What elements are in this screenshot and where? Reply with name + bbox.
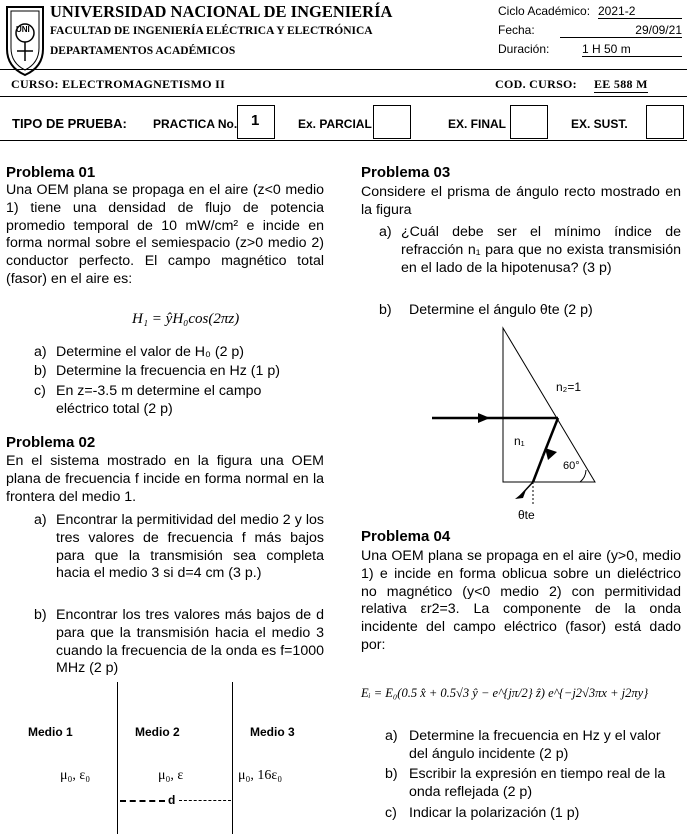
problem-04-item-b [385, 766, 681, 802]
final-label: EX. FINAL [448, 117, 507, 131]
media-boundary-1 [117, 682, 118, 834]
n2-label: n₂=1 [556, 380, 582, 394]
date-label: Fecha: [498, 23, 535, 37]
practice-number: 1 [251, 112, 260, 129]
d-dimension-right [179, 800, 231, 801]
item-text: Encontrar los tres valores más bajos de d para que la transmisión hacia el medio 3 cuando la frecuencia de la onda es f=1000 MHz (2 p) [56, 607, 324, 677]
duration-value: 1 H 50 m [582, 42, 682, 57]
d-dimension-left [120, 800, 165, 802]
course-code-label: COD. CURSO: [495, 77, 577, 91]
final-box [510, 105, 548, 139]
problem-02-item-a [34, 512, 324, 602]
sust-box [646, 105, 684, 139]
test-type-divider [0, 140, 687, 141]
problem-03-item-b [379, 302, 681, 320]
partial-label: Ex. PARCIAL [298, 117, 372, 131]
angle-label: 60° [563, 460, 580, 472]
sust-label: EX. SUST. [571, 117, 628, 131]
item-label: b) [34, 363, 47, 379]
incident-arrow [478, 413, 490, 423]
header-divider [0, 69, 687, 70]
medium-2-name: Medio 2 [135, 725, 180, 739]
problem-01-equation: H₁ = ŷH₀cos(2πz) [132, 311, 240, 327]
reflected-arrow [545, 448, 557, 460]
problem-01-title: Problema 01 [6, 164, 96, 181]
faculty-name: FACULTAD DE INGENIERÍA ELÉCTRICA Y ELECTRÓNICA [50, 25, 373, 37]
problem-04-intro: Una OEM plana se propaga en el aire (y>0, medio 1) e incide en forma oblicua sobre un dieléctrico no magnético (y<0 medio 2) con permitividad relativa εr2=3. La componente de la onda incidente del campo eléctrico (fasor) está dado por: [361, 548, 681, 653]
problem-03-item-a [379, 224, 681, 300]
item-text: Indicar la polarización (1 p) [409, 805, 580, 821]
prism-figure [430, 322, 620, 527]
problem-01-item-b [34, 363, 324, 381]
bottom-ray [533, 456, 543, 482]
item-text: Escribir la expresión en tiempo real de la onda reflejada (2 p) [409, 766, 666, 800]
angle-arc [580, 470, 586, 482]
medium-3-name: Medio 3 [250, 725, 295, 739]
d-dimension-label: d [168, 793, 176, 807]
problem-01-intro: Una OEM plana se propaga en el aire (z<0 medio 1) tiene una densidad de flujo de potencia promedio temporal de 10 mW/cm² e incide en forma normal sobre el semiespacio (z>0 medio 2) conductor perfecto. El campo magnético total (fasor) en el aire es: [6, 182, 324, 287]
item-text: Determine la frecuencia en Hz y el valor del ángulo incidente (2 p) [409, 728, 661, 762]
item-label: a) [379, 224, 392, 240]
problem-02-item-b [34, 607, 324, 679]
media-boundary-2 [232, 682, 233, 834]
cycle-label: Ciclo Académico: [498, 4, 591, 18]
item-label: c) [385, 805, 397, 821]
problem-04-item-a [385, 728, 681, 764]
logo-text: UNI [16, 25, 30, 34]
problem-04-item-c [385, 805, 681, 823]
item-label: a) [34, 344, 47, 360]
university-logo [3, 3, 47, 77]
medium-1-name: Medio 1 [28, 725, 73, 739]
n1-label: n₁ [514, 434, 525, 448]
problem-04-equation: Eᵢ = E₀(0.5 x̂ + 0.5√3 ŷ − e^{jπ/2} ẑ) e^{−j2√3πx + j2πy} [361, 686, 649, 700]
problem-02-intro: En el sistema mostrado en la figura una OEM plana de frecuencia f incide en forma normal en la frontera del medio 1. [6, 453, 324, 505]
course-divider [0, 96, 687, 97]
university-name: UNIVERSIDAD NACIONAL DE INGENIERÍA [50, 2, 393, 21]
item-text: Determine el valor de H₀ (2 p) [56, 344, 245, 360]
problem-03-title: Problema 03 [361, 164, 451, 181]
problem-03-intro: Considere el prisma de ángulo recto mostrado en la figura [361, 184, 681, 218]
item-text: Encontrar la permitividad del medio 2 y los tres valores de frecuencia f más bajos para que la transmisión sea completa hacia el medio 3 si d=4 cm (3 p.) [56, 512, 324, 582]
problem-04-title: Problema 04 [361, 528, 451, 545]
item-label: a) [34, 512, 47, 528]
item-label: a) [385, 728, 398, 744]
partial-box [373, 105, 411, 139]
test-type-label: TIPO DE PRUEBA: [12, 116, 127, 131]
practice-label: PRACTICA No. [153, 117, 238, 131]
problem-01-item-a [34, 344, 324, 362]
practice-number-box [237, 105, 275, 139]
item-label: c) [34, 383, 46, 399]
medium-1-props: μ₀, ε₀ [60, 768, 91, 783]
course-code-value: EE 588 M [594, 77, 648, 91]
date-value: 29/09/21 [560, 23, 682, 38]
cycle-value: 2021-2 [598, 4, 682, 19]
theta-label: θte [518, 508, 535, 522]
department-name: DEPARTAMENTOS ACADÉMICOS [50, 45, 236, 57]
item-text: En z=-3.5 m determine el campo eléctrico total (2 p) [56, 383, 262, 417]
item-label: b) [379, 302, 392, 318]
item-label: b) [385, 766, 398, 782]
medium-3-props: μ₀, 16ε₀ [238, 768, 283, 783]
item-label: b) [34, 607, 47, 623]
problem-02-title: Problema 02 [6, 434, 96, 451]
item-text: ¿Cuál debe ser el mínimo índice de refracción n₁ para que no exista transmisión en el lado de la hipotenusa? (3 p) [401, 224, 681, 276]
media-figure [0, 680, 330, 834]
item-text: Determine la frecuencia en Hz (1 p) [56, 363, 280, 379]
item-text: Determine el ángulo θte (2 p) [409, 302, 593, 318]
course-name: CURSO: ELECTROMAGNETISMO II [11, 77, 226, 91]
medium-2-props: μ₀, ε [158, 768, 184, 783]
duration-label: Duración: [498, 42, 550, 56]
problem-01-item-c [34, 383, 324, 423]
